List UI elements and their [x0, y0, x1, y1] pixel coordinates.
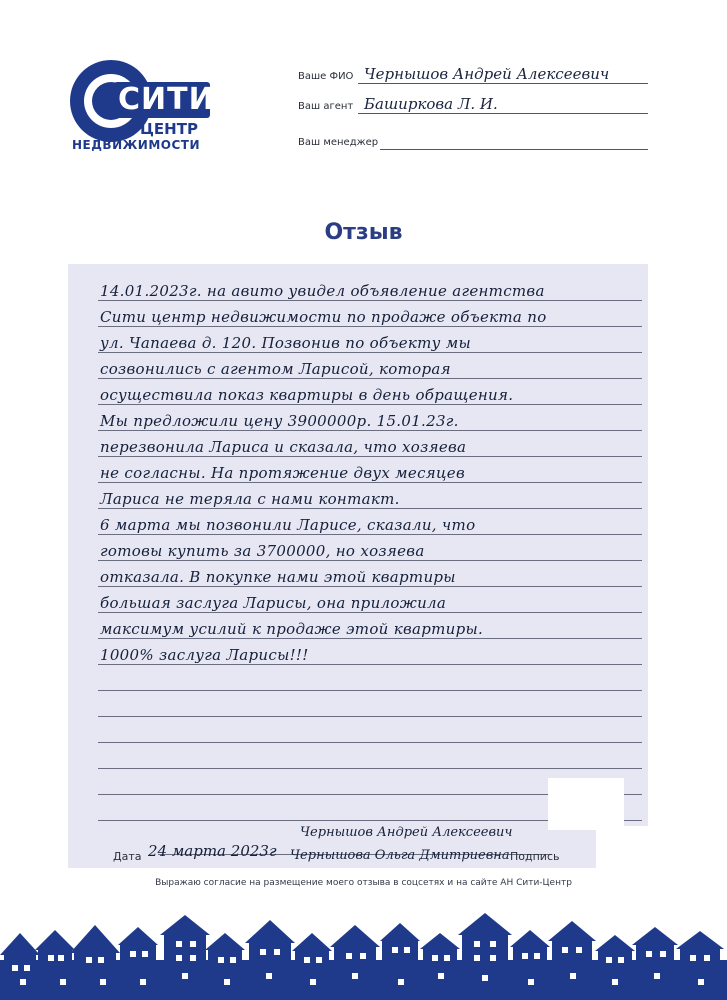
consent-text: Выражаю согласие на размещение моего отзыва в соцсетях и на сайте АН Сити-Центр: [155, 878, 572, 888]
manager-label: Ваш менеджер: [298, 137, 379, 148]
review-line: 14.01.2023г. на авито увидел объявление агентства: [100, 282, 545, 300]
logo-subtitle-realty: НЕДВИЖИМОСТИ: [72, 138, 201, 152]
agent-label: Ваш агент: [298, 101, 354, 112]
date-value: 24 марта 2023г: [148, 842, 277, 860]
logo-word: СИТИ: [114, 82, 210, 118]
review-line: ул. Чапаева д. 120. Позвонив по объекту мы: [100, 334, 471, 352]
agent-value: Баширкова Л. И.: [364, 95, 498, 113]
review-line: не согласны. На протяжение двух месяцев: [100, 464, 466, 482]
signature-line-1: Чернышов Андрей Алексеевич: [300, 825, 513, 840]
review-line: 1000% заслуга Ларисы!!!: [100, 646, 309, 664]
date-label: Дата: [113, 850, 142, 863]
fio-label: Ваше ФИО: [298, 71, 354, 82]
review-line: Сити центр недвижимости по продаже объекта по: [100, 308, 547, 326]
redaction-box: [596, 826, 648, 868]
review-line: созвонились с агентом Ларисой, которая: [100, 360, 451, 378]
review-line: отказала. В покупке нами этой квартиры: [100, 568, 456, 586]
fio-value: Чернышов Андрей Алексеевич: [364, 65, 610, 83]
review-line: готовы купить за 3700000, но хозяева: [100, 542, 425, 560]
agent-field: [298, 92, 648, 114]
page-title: Отзыв: [324, 220, 403, 245]
fio-field: [298, 62, 648, 84]
logo-subtitle-center: ЦЕНТР: [140, 120, 198, 138]
manager-field: [298, 128, 648, 150]
redaction-box: [548, 778, 624, 830]
signature-line-2: Чернышова Ольга Дмитриевна: [290, 848, 510, 863]
signature-label: Подпись: [510, 850, 560, 863]
review-line: большая заслуга Ларисы, она приложила: [100, 594, 447, 612]
city-skyline-decoration: [0, 905, 727, 1000]
review-line: 6 марта мы позвонили Ларисе, сказали, что: [100, 516, 476, 534]
review-line: Лариса не теряла с нами контакт.: [100, 490, 400, 508]
review-line: осуществила показ квартиры в день обращения.: [100, 386, 514, 404]
review-line: перезвонила Лариса и сказала, что хозяева: [100, 438, 467, 456]
review-line: Мы предложили цену 3900000р. 15.01.23г.: [100, 412, 459, 430]
company-logo: [70, 60, 215, 155]
review-line: максимум усилий к продаже этой квартиры.: [100, 620, 484, 638]
